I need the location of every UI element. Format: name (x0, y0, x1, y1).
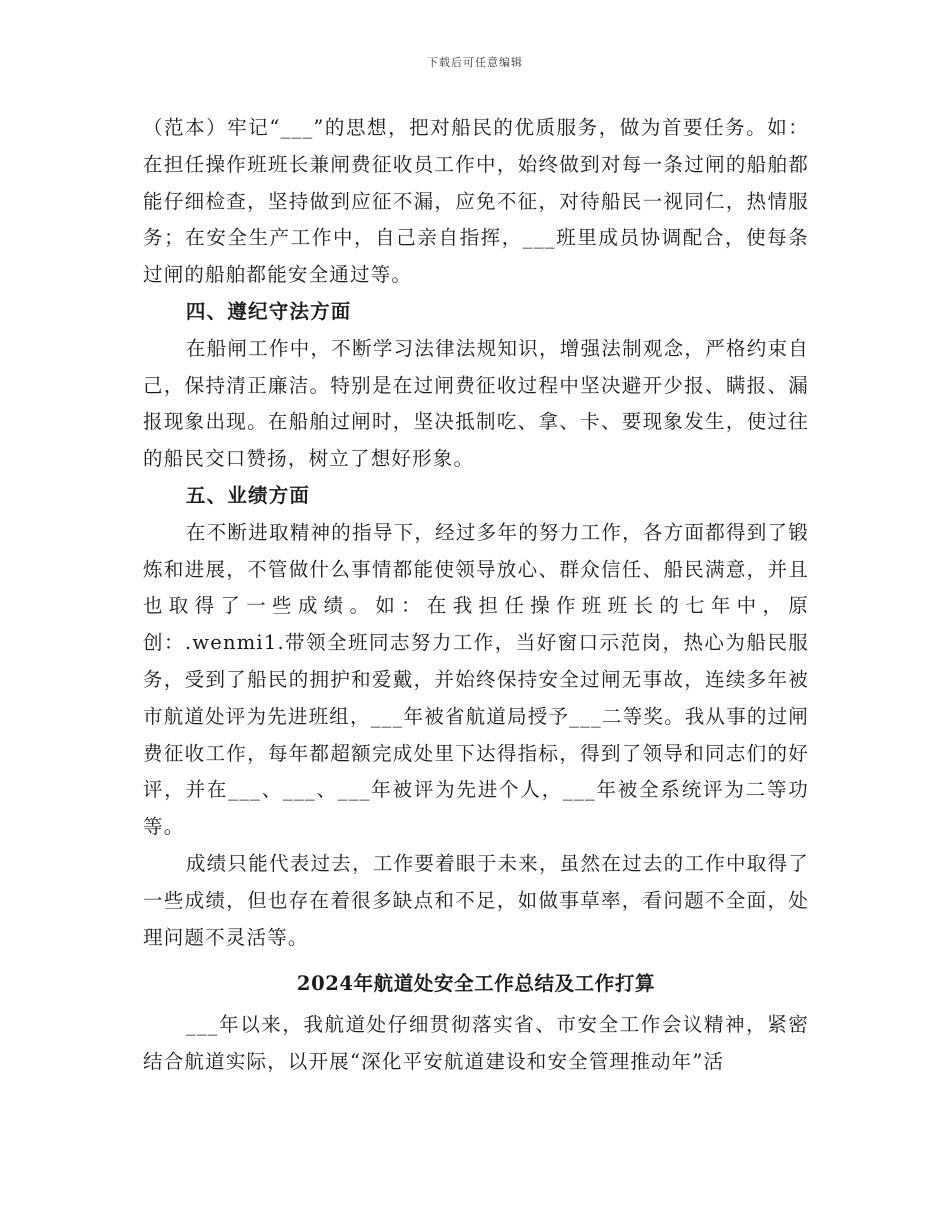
section-heading-performance: 五、业绩方面 (185, 483, 311, 507)
paragraph-shortcomings: 成绩只能代表过去，工作要着眼于未来，虽然在过去的工作中取得了一些成绩，但也存在着很多缺点和不足，如做事草率，看问题不全面，处理问题不灵活等。 (143, 851, 809, 949)
paragraph-discipline: 在船闸工作中，不断学习法律法规知识，增强法制观念，严格约束自己，保持清正廉洁。特别是在过闸费征收过程中坚决避开少报、瞒报、漏报现象出现。在船舶过闸时，坚决抵制吃、拿、卡、要现象发生，使过往的船民交口赞扬，树立了想好形象。 (143, 336, 809, 471)
page-header-note: 下载后可任意编辑 (427, 56, 523, 69)
section-heading-discipline: 四、遵纪守法方面 (185, 299, 352, 323)
document-title: 2024年航道处安全工作总结及工作打算 (296, 972, 656, 996)
paragraph-performance: 在不断进取精神的指导下，经过多年的努力工作，各方面都得到了锻炼和进展，不管做什么事情都能使领导放心、群众信任、船民满意，并且也取得了一些成绩。如：在我担任操作班班长的七年中，原创：.wenmi1.带领全班同志努力工作，当好窗口示范岗，热心为船民服务，受到了船民的拥护和爱戴，并始终保持安全过闸无事故，连续多年被市航道处评为先进班组，___年被省航道局授予___二等奖。我从事的过闸费征收工作，每年都超额完成处里下达得指标，得到了领导和同志们的好评，并在___、___、___年被评为先进个人，___年被全系统评为二等功等。 (143, 520, 810, 839)
paragraph-service: （范本）牢记“___”的思想，把对船民的优质服务，做为首要任务。如：在担任操作班班长兼闸费征收员工作中，始终做到对每一条过闸的船舶都能仔细检查，坚持做到应征不漏，应免不征，对待船民一视同仁，热情服务；在安全生产工作中，自己亲自指挥，___班里成员协调配合，使每条过闸的船舶都能安全通过等。 (143, 116, 809, 287)
paragraph-intro: ___年以来，我航道处仔细贯彻落实省、市安全工作会议精神，紧密结合航道实际，以开展“深化平安航道建设和安全管理推动年”活 (143, 1013, 809, 1073)
document-body (143, 110, 809, 1081)
